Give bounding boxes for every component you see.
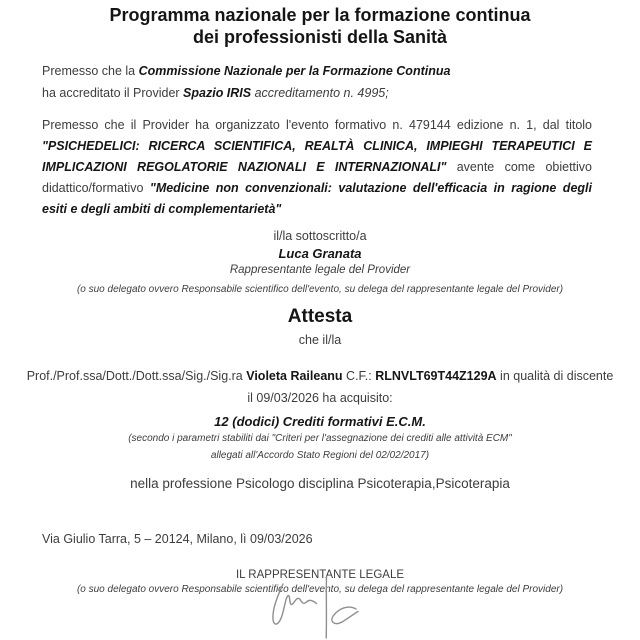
acquired-date-line: il 09/03/2026 ha acquisito: bbox=[247, 391, 393, 405]
fiscal-code-label: C.F.: bbox=[342, 369, 376, 383]
handwritten-signature-icon bbox=[255, 570, 370, 640]
signatory-role: Rappresentante legale del Provider bbox=[229, 264, 411, 276]
event-objective: "Medicine non convenzionali: valutazione dell'efficacia in ragione degli esiti e degli ambiti di complementarietà" bbox=[42, 181, 592, 216]
premise-event-middle: avente come obiettivo didattico/formativo bbox=[42, 160, 593, 195]
participant-salutations: Prof./Prof.ssa/Dott./Dott.ssa/Sig./Sig.ra bbox=[26, 369, 247, 383]
document-title-line2: dei professionisti della Sanità bbox=[192, 27, 448, 47]
provider-name: Spazio IRIS bbox=[183, 86, 252, 100]
premise-event-intro: Premesso che il Provider ha organizzato l'evento formativo n. 479144 edizione n. 1, dal titolo bbox=[42, 118, 592, 132]
credits-note-line2: allegati all'Accordo Stato Regioni del 02/02/2017) bbox=[210, 450, 430, 461]
premise-accreditation-line1 bbox=[42, 60, 592, 82]
signature-stroke-scurve bbox=[332, 607, 358, 623]
premise-accreditation-text2: ha accreditato il Provider bbox=[42, 86, 184, 100]
premise-accreditation-text1: Premesso che la bbox=[42, 64, 139, 78]
document-title bbox=[30, 4, 610, 48]
premise-accreditation-line2 bbox=[42, 82, 592, 104]
fiscal-code-value: RLNVLT69T44Z129A bbox=[375, 369, 497, 383]
signatory-block bbox=[0, 227, 640, 296]
commission-name: Commissione Nazionale per la Formazione Continua bbox=[138, 64, 451, 78]
signatory-name: Luca Granata bbox=[278, 246, 362, 261]
participant-role-suffix: in qualità di discente bbox=[496, 369, 614, 383]
signatory-intro: il/la sottoscritto/a bbox=[273, 229, 367, 243]
participant-block bbox=[0, 365, 640, 409]
premise-event bbox=[42, 115, 592, 220]
credits-headline: 12 (dodici) Crediti formativi E.C.M. bbox=[214, 414, 426, 429]
attesta-heading: Attesta bbox=[287, 306, 353, 327]
credits-note-line1: (secondo i parametri stabiliti dai "Criteri per l'assegnazione dei crediti alle attività ECM" bbox=[128, 433, 512, 444]
legal-representative-title: IL RAPPRESENTANTE LEGALE bbox=[235, 569, 405, 581]
legal-representative-note: (o suo delegato ovvero Responsabile scientifico dell'evento, su delega del rappresentante legale del Provider) bbox=[76, 584, 564, 595]
document-title-line1: Programma nazionale per la formazione continua bbox=[109, 5, 531, 25]
event-title: "PSICHEDELICI: RICERCA SCIENTIFICA, REALTÀ CLINICA, IMPIEGHI TERAPEUTICI E IMPLICAZIONI REGOLATORIE NAZIONALI E INTERNAZIONALI" bbox=[42, 139, 592, 174]
participant-line bbox=[0, 365, 640, 387]
participant-name: Violeta Raileanu bbox=[246, 369, 343, 383]
attestation-subject: che il/la bbox=[298, 333, 342, 347]
signature-stroke-loop bbox=[273, 584, 317, 624]
profession-line: nella professione Psicologo disciplina Psicoterapia,Psicoterapia bbox=[130, 476, 510, 491]
signatory-delegate-note: (o suo delegato ovvero Responsabile scientifico dell'evento, su delega del rappresentante legale del Provider) bbox=[76, 284, 564, 295]
signature-area bbox=[255, 570, 370, 640]
place-date-line: Via Giulio Tarra, 5 – 20124, Milano, lì 09/03/2026 bbox=[42, 532, 313, 546]
accreditation-number: accreditamento n. 4995; bbox=[251, 86, 389, 100]
premise-accreditation bbox=[42, 60, 592, 104]
